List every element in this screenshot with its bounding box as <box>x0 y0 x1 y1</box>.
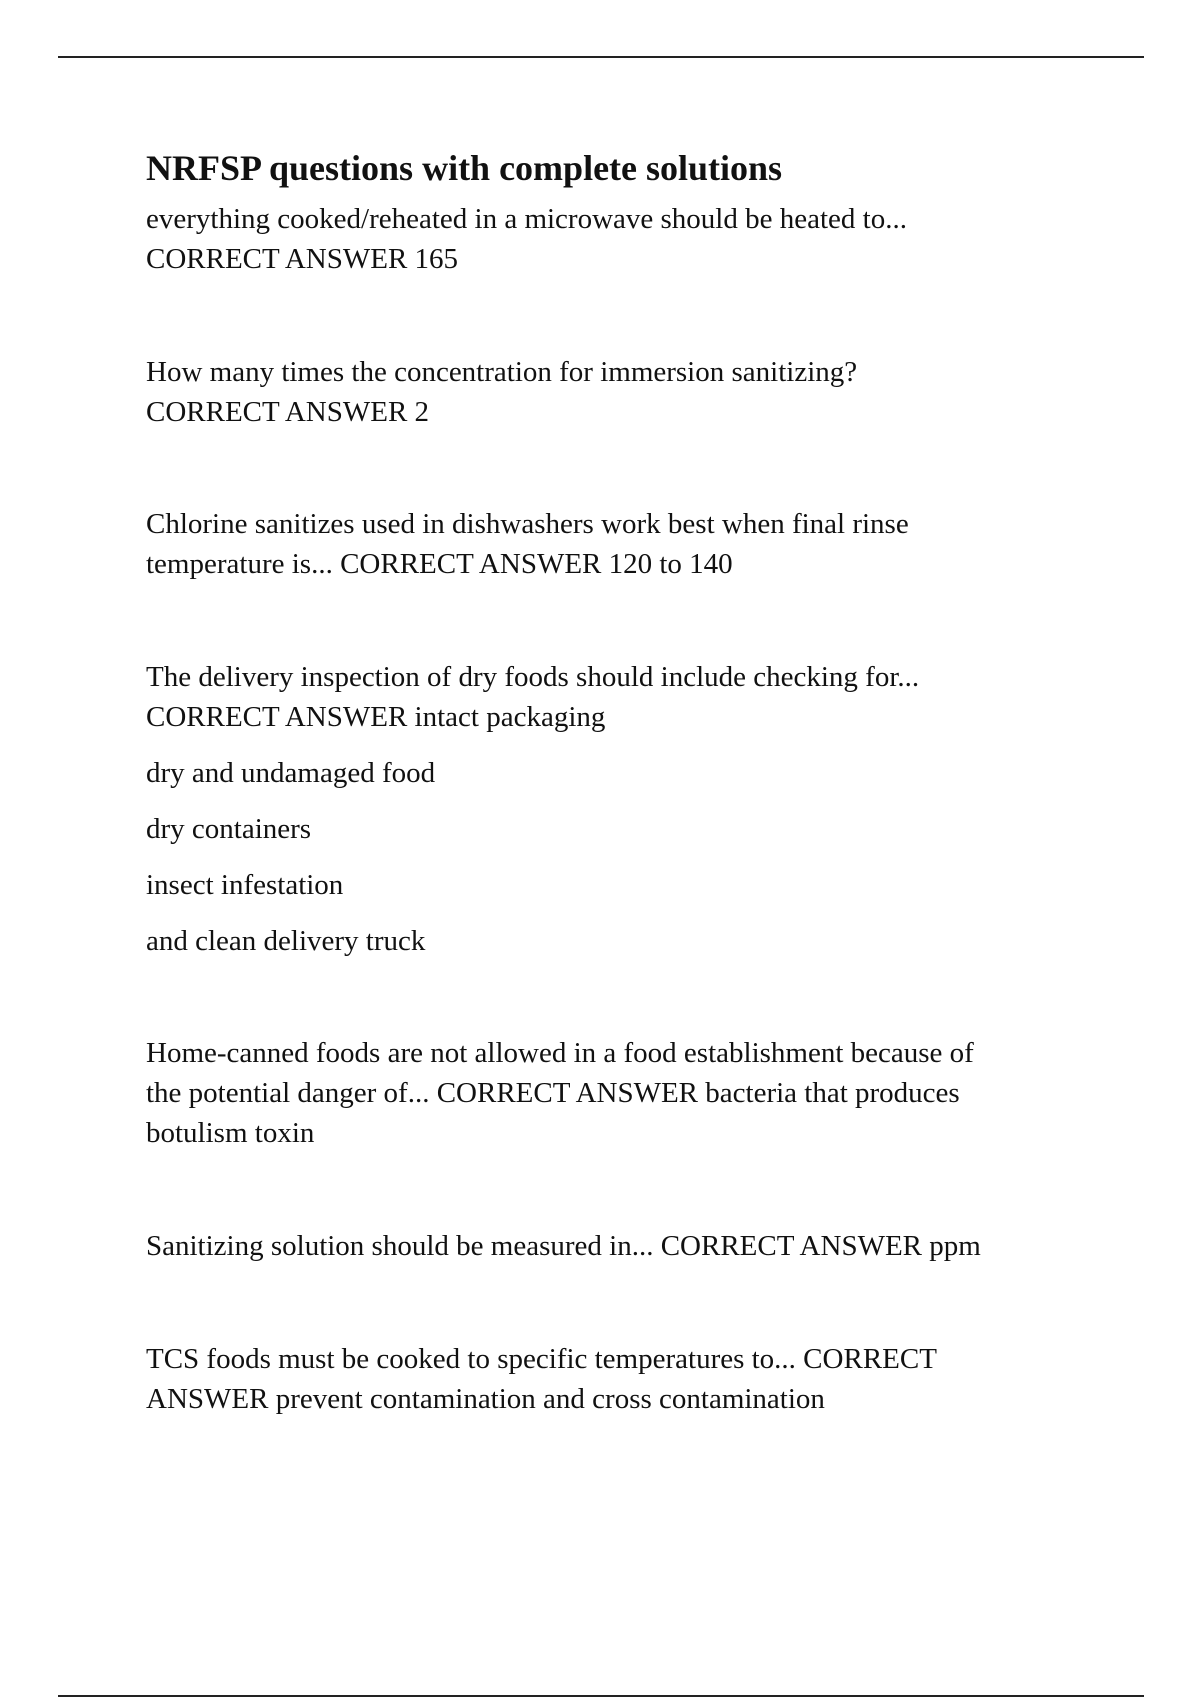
question-text: everything cooked/reheated in a microwave should be heated to... <box>146 203 907 235</box>
answer-detail-line: dry containers <box>146 813 312 845</box>
qa-item <box>146 352 1106 432</box>
qa-item <box>146 1339 1106 1419</box>
qa-item <box>146 1226 1106 1266</box>
answer-text: CORRECT ANSWER 165 <box>146 243 459 275</box>
document-body <box>146 144 1106 1419</box>
qa-item <box>146 504 1106 584</box>
answer-text: ANSWER prevent contamination and cross contamination <box>146 1383 825 1415</box>
question-text: Sanitizing solution should be measured in... CORRECT ANSWER ppm <box>146 1230 981 1262</box>
qa-item <box>146 1033 1106 1153</box>
question-text: TCS foods must be cooked to specific temperatures to... CORRECT <box>146 1343 937 1375</box>
page-title: NRFSP questions with complete solutions <box>146 148 783 188</box>
question-text: Home-canned foods are not allowed in a food establishment because of <box>146 1037 974 1069</box>
answer-text: botulism toxin <box>146 1117 315 1149</box>
answer-text: temperature is... CORRECT ANSWER 120 to 140 <box>146 548 733 580</box>
answer-detail-line: and clean delivery truck <box>146 925 426 957</box>
question-text: How many times the concentration for immersion sanitizing? <box>146 356 858 388</box>
qa-item <box>146 657 1106 961</box>
answer-detail-line: insect infestation <box>146 869 344 901</box>
qa-item <box>146 199 1106 279</box>
question-text: The delivery inspection of dry foods should include checking for... <box>146 661 920 693</box>
bottom-divider <box>58 1695 1144 1697</box>
answer-text: CORRECT ANSWER intact packaging <box>146 701 606 733</box>
question-text: Chlorine sanitizes used in dishwashers work best when final rinse <box>146 508 909 540</box>
answer-text: CORRECT ANSWER 2 <box>146 396 430 428</box>
top-divider <box>58 56 1144 58</box>
answer-detail-line: dry and undamaged food <box>146 757 436 789</box>
answer-text: the potential danger of... CORRECT ANSWER bacteria that produces <box>146 1077 960 1109</box>
